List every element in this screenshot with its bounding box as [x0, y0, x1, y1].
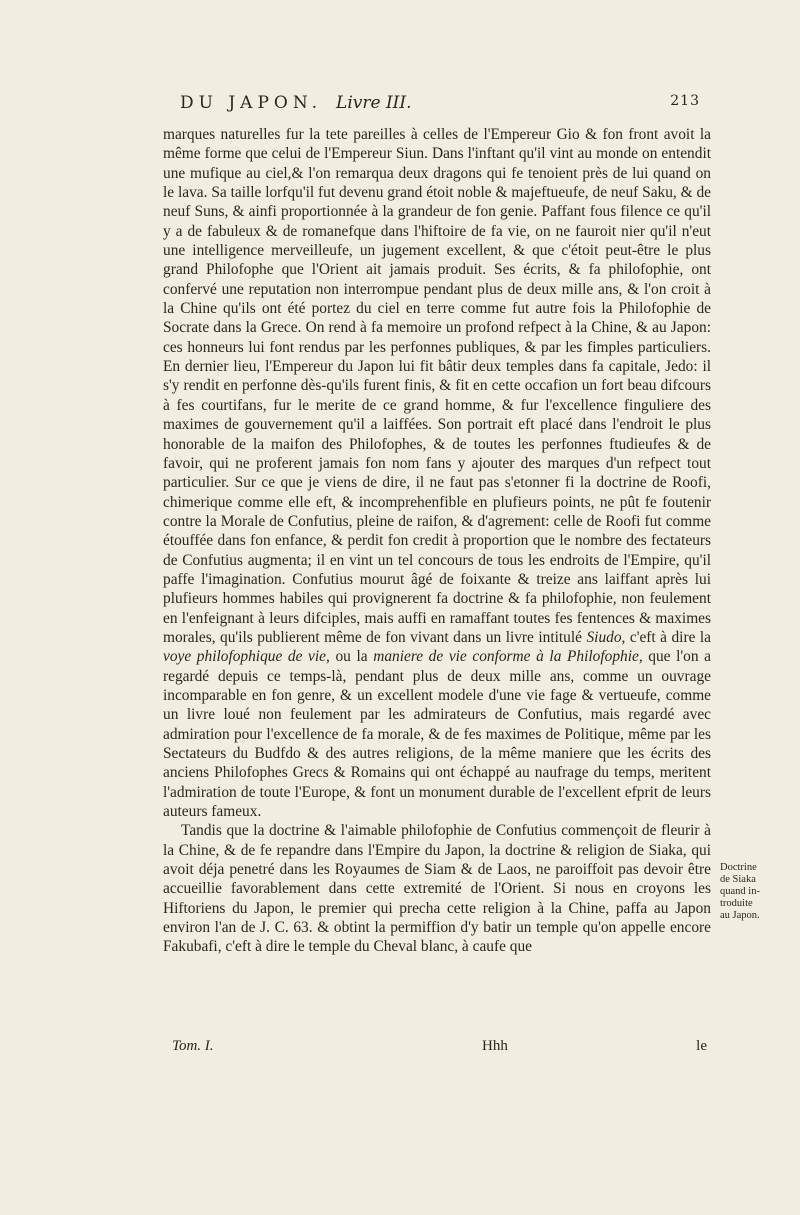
page-number: 213 — [670, 93, 700, 109]
margin-note-line: au Japon. — [720, 910, 760, 921]
running-title: DU JAPON. — [180, 93, 323, 113]
margin-note — [720, 862, 780, 922]
title-siudo: Siudo — [586, 628, 622, 646]
running-header — [180, 93, 700, 113]
paragraph-1 — [163, 125, 711, 821]
paragraph-1-text: marques naturelles fur la tete pareilles à celles de l'Empereur Gio & fon front avoit la même forme que celui de l'Empereur Siun. Dans l'inftant qu'il vint au monde on entendit une mufique au ciel,& l'on remarqua deux dragons qui fe tenoient près de lui quand on le lava. Sa taille lorfqu'il fut devenu grand étoit noble & majeftueufe, de neuf Saku, & de neuf Suns, & ainfi proportionnée à la grandeur de fon genie. Paffant fous filence ce qu'il y a de fabuleux & de romanefque dans l'hiftoire de fa vie, on ne fauroit nier qu'il n'eut une intelligence merveilleufe, un jugement excellent, & que c'étoit peut-être le plus grand Philofophe que l'Orient ait jamais produit. Ses écrits, & fa philofophie, ont confervé une reputation non interrompue pendant plus de deux mille ans, & l'on croit à la Chine qu'ils ont été portez du ciel en terre comme fut autre fois la Philofophie de Socrate dans la Grece. On rend à fa memoire un profond refpect à la Chine, & au Japon: ces honneurs lui font rendus par les perfonnes publiques, & par les fimples particuliers. En dernier lieu, l'Empereur du Japon lui fit bâtir deux temples dans fa capitale, Jedo: il s'y rendit en perfonne dès-qu'ils furent finis, & fit en cette occafion un fort beau difcours à fes courtifans, fur le merite de ce grand homme, & fur l'excellence finguliere des maximes de gouvernement qu'il a laiffées. Son portrait eft placé dans l'endroit le plus honorable de la maifon des Philofophes, & de toutes les perfonnes ftudieufes & de favoir, qui ne proferent jamais fon nom fans y ajouter des marques d'un refpect tout particulier. Sur ce que je viens de dire, il ne faut pas s'etonner fi la doctrine de Roofi, chimerique comme elle eft, & incomprehenfible en plufieurs points, ne pût fe foutenir contre la Morale de Confutius, pleine de raifon, & d'agrement: celle de Roofi fut comme étouffée dans fon enfance, & perdit fon credit à proportion que le nombre des fectateurs de Confutius augmenta; il en vint un tel concours de tous les endroits de l'Empire, qu'il paffe l'imagination. Confutius mourut âgé de foixante & treize ans laiffant après lui plufieurs hommes habiles qui provignerent fa doctrine & fa philofophie, non feulement en l'enfeignant à leurs difciples, mais auffi en ramaffant toutes fes fentences & maximes morales, qu'ils publierent même de fon vivant dans un livre intitulé — [163, 126, 711, 646]
paragraph-1-end: , que l'on a regardé depuis ce temps-là, pendant plus de deux mille ans, comme un ouvrage incomparable en fon genre, & un excellent modele d'une vie fage & vertueufe, comme un livre loué non feulement par les admirateurs de Confutius, mais regardé avec admiration pour l'excellence de fa morale, & de fes maximes de Politique, même par les Sectateurs du Budfdo & des autres religions, de la même maniere que les écrits des anciens Philofophes Grecs & Romains qui ont échappé au naufrage du temps, meritent l'admiration de toute l'Europe, & font un monument durable de l'excellent efprit de leurs auteurs fameux. — [163, 648, 711, 821]
title-voye: voye philofophique de vie — [163, 648, 326, 666]
margin-note-line: troduite — [720, 898, 753, 909]
volume-mark: Tom. I. — [172, 1038, 214, 1054]
paragraph-2: Tandis que la doctrine & l'aimable philofophie de Confutius commençoit de fleurir à la Chine, & de fe repandre dans l'Empire du Japon, la doctrine & religion de Siaka, qui avoit déja penetré dans les Royaumes de Siam & de Laos, ne paroiffoit pas devoir être accueillie favorablement dans cette extremité de l'Orient. Si nous en croyons les Hiftoriens du Japon, le premier qui precha cette religion à la Chine, paffa au Japon environ l'an de J. C. 63. & obtint la permiffion d'y batir un temple qu'on appelle encore Fakubafi, c'eft à dire le temple du Cheval blanc, à caufe que — [163, 822, 711, 956]
paragraph-1-mid1: , c'eft à dire la — [621, 628, 711, 646]
body-text — [163, 125, 711, 957]
catchword: le — [696, 1038, 707, 1054]
page-footer — [172, 1038, 707, 1056]
margin-note-line: quand in- — [720, 886, 760, 897]
signature-mark: Hhh — [482, 1038, 508, 1054]
margin-note-line: de Siaka — [720, 874, 756, 885]
title-maniere: maniere de vie conforme à la Philofophie — [373, 648, 639, 666]
margin-note-line: Doctrine — [720, 862, 757, 873]
paragraph-1-mid2: , ou la — [326, 648, 368, 666]
book-number: Livre III. — [336, 93, 412, 113]
